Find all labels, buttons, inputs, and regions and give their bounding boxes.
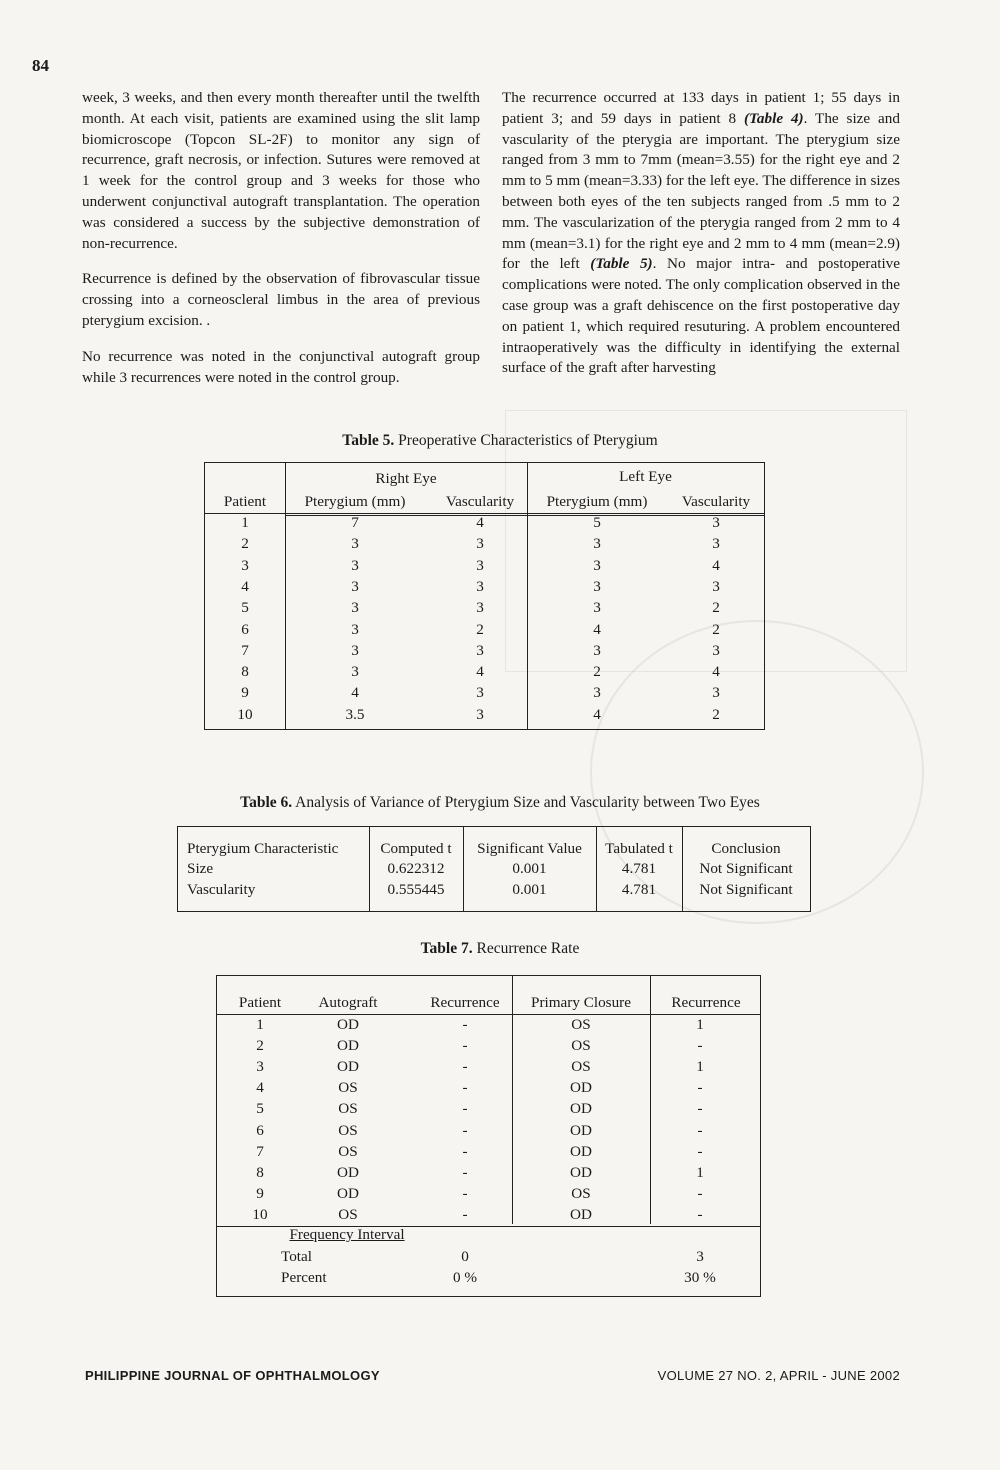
text-run: . No major intra- and postoperative complications were noted. The only complication observed in the case group was a graft dehiscence on the first postoperative day on patient 1, which required resuturing. A problem encountered intraoperatively was the difficulty in identifying the external surface of the graft after harvesting bbox=[502, 255, 900, 377]
table-cell: OD bbox=[337, 1163, 359, 1181]
column-header: Pterygium Characteristic bbox=[187, 840, 339, 857]
column-header: Tabulated t bbox=[605, 840, 673, 857]
table-cell: OS bbox=[571, 1184, 591, 1202]
table-cell: 3 bbox=[351, 663, 359, 681]
table-cell: 3 bbox=[712, 684, 720, 702]
table-cell: - bbox=[462, 1016, 468, 1033]
table-cell: 4 bbox=[256, 1079, 264, 1097]
table-cell: OD bbox=[570, 1100, 592, 1118]
table-cell: OS bbox=[571, 1037, 591, 1055]
table-cell: 1 bbox=[696, 1163, 704, 1181]
summary-label: Percent bbox=[281, 1269, 327, 1286]
table-cell: 4 bbox=[712, 663, 720, 681]
column-header: Significant Value bbox=[477, 840, 582, 857]
table-cell: - bbox=[462, 1037, 468, 1055]
table-cell: 3 bbox=[593, 599, 601, 617]
issue-info: VOLUME 27 NO. 2, APRIL - JUNE 2002 bbox=[657, 1368, 900, 1383]
table-cell: 3.5 bbox=[345, 705, 365, 723]
table-cell: 2 bbox=[241, 535, 249, 553]
table-reference: (Table 4) bbox=[743, 109, 804, 127]
table-cell: 2 bbox=[476, 620, 484, 638]
paragraph bbox=[502, 88, 900, 379]
table7 bbox=[216, 975, 761, 1297]
table-cell: 1 bbox=[696, 1058, 704, 1076]
column-header: Autograft bbox=[318, 994, 378, 1011]
table-cell: 3 bbox=[476, 577, 484, 595]
table-cell: 4 bbox=[593, 705, 601, 723]
table-cell: 3 bbox=[712, 535, 720, 553]
table-cell: - bbox=[697, 1079, 703, 1097]
table-cell: 3 bbox=[351, 641, 359, 659]
table-cell: 3 bbox=[351, 535, 359, 553]
table-cell: 10 bbox=[252, 1205, 268, 1223]
table-cell: 3 bbox=[476, 556, 484, 574]
table-cell: - bbox=[697, 1184, 703, 1202]
table-cell: 3 bbox=[351, 556, 359, 574]
table-cell: 4 bbox=[593, 620, 601, 638]
table7-caption bbox=[0, 940, 1000, 958]
right-column bbox=[502, 88, 900, 379]
table-cell: 2 bbox=[712, 620, 720, 638]
table-cell: 0.001 bbox=[512, 860, 547, 877]
table-cell: 3 bbox=[476, 599, 484, 617]
table-cell: 4 bbox=[351, 684, 359, 702]
table-cell: - bbox=[462, 1142, 468, 1160]
table-cell: 3 bbox=[712, 514, 720, 531]
table-cell: 2 bbox=[593, 663, 601, 681]
table-cell: 3 bbox=[593, 684, 601, 702]
page-number: 84 bbox=[32, 56, 49, 75]
table6-caption bbox=[0, 794, 1000, 812]
table6 bbox=[177, 826, 811, 912]
table-cell: 3 bbox=[351, 620, 359, 638]
table-cell: 4 bbox=[241, 577, 249, 595]
table-cell: - bbox=[697, 1142, 703, 1160]
column-header: Recurrence bbox=[671, 994, 741, 1011]
table-cell: - bbox=[697, 1037, 703, 1055]
paragraph: Recurrence is defined by the observation of fibrovascular tissue crossing into a corneoscleral limbus in the area of previous pterygium excision. . bbox=[82, 270, 480, 329]
table-cell: OD bbox=[570, 1163, 592, 1181]
table-cell: 9 bbox=[241, 684, 249, 702]
table-cell: 4.781 bbox=[621, 881, 657, 898]
table-cell: OD bbox=[337, 1016, 359, 1033]
table-cell: 0.555445 bbox=[387, 881, 445, 898]
table-cell: - bbox=[697, 1100, 703, 1118]
table-cell: 1 bbox=[696, 1016, 704, 1033]
journal-name: PHILIPPINE JOURNAL OF OPHTHALMOLOGY bbox=[85, 1368, 380, 1383]
column-header: Recurrence bbox=[430, 994, 500, 1011]
paragraph: week, 3 weeks, and then every month thereafter until the twelfth month. At each visit, patients are examined using the slit lamp biomicroscope (Topcon SL-2F) to monitor any sign of recurrence, graft necrosis, or infection. Sutures were removed at 1 week for the control group and 3 weeks for those who underwent conjunctival autograft transplantation. The operation was considered a success by the subjective demonstration of non-recurrence. bbox=[82, 89, 480, 252]
table-cell: 7 bbox=[351, 514, 359, 531]
table-cell: - bbox=[697, 1121, 703, 1139]
table-cell: 3 bbox=[476, 684, 484, 702]
summary-value: 30 % bbox=[684, 1269, 716, 1286]
table-cell: 10 bbox=[237, 705, 253, 723]
table-cell: OD bbox=[570, 1079, 592, 1097]
table-cell: 4.781 bbox=[621, 860, 657, 877]
table-cell: OD bbox=[570, 1142, 592, 1160]
table-cell: OD bbox=[337, 1037, 359, 1055]
caption-label: Table 5. bbox=[342, 432, 395, 449]
table-cell: 1 bbox=[241, 514, 249, 531]
table-cell: 9 bbox=[256, 1184, 264, 1202]
table-cell: OS bbox=[338, 1142, 358, 1160]
column-header: Vascularity bbox=[445, 493, 515, 510]
table-cell: 0.001 bbox=[512, 881, 547, 898]
column-header: Conclusion bbox=[711, 840, 781, 857]
table-cell: 3 bbox=[476, 705, 484, 723]
table-cell: OS bbox=[338, 1100, 358, 1118]
column-header: Pterygium (mm) bbox=[304, 493, 406, 510]
summary-value: 0 bbox=[461, 1248, 469, 1265]
header-left-eye: Left Eye bbox=[619, 468, 672, 485]
paragraph: No recurrence was noted in the conjunctival autograft group while 3 recurrences were noted in the control group. bbox=[82, 347, 480, 386]
summary-label: Total bbox=[281, 1248, 312, 1265]
table-cell: - bbox=[462, 1079, 468, 1097]
table5 bbox=[204, 462, 765, 730]
header-right-eye: Right Eye bbox=[375, 470, 437, 487]
table-cell: OS bbox=[338, 1121, 358, 1139]
caption-text: Analysis of Variance of Pterygium Size and Vascularity between Two Eyes bbox=[295, 794, 760, 811]
table-cell: OS bbox=[338, 1079, 358, 1097]
table-cell: - bbox=[462, 1100, 468, 1118]
table-cell: OD bbox=[570, 1121, 592, 1139]
table-cell: OD bbox=[337, 1184, 359, 1202]
table-cell: 1 bbox=[256, 1016, 264, 1033]
table-cell: OS bbox=[571, 1016, 591, 1033]
table-cell: 8 bbox=[241, 663, 249, 681]
table-cell: 2 bbox=[256, 1037, 264, 1055]
caption-label: Table 7. bbox=[420, 940, 473, 957]
table-cell: Size bbox=[187, 860, 214, 877]
table-cell: - bbox=[462, 1121, 468, 1139]
table-cell: 3 bbox=[712, 641, 720, 659]
table-cell: 3 bbox=[476, 641, 484, 659]
table-cell: - bbox=[462, 1058, 468, 1076]
table-cell: 3 bbox=[593, 535, 601, 553]
table-cell: 4 bbox=[712, 556, 720, 574]
column-header: Pterygium (mm) bbox=[546, 493, 648, 510]
table-cell: 3 bbox=[593, 641, 601, 659]
caption-label: Table 6. bbox=[240, 794, 293, 811]
table-cell: 3 bbox=[593, 556, 601, 574]
table-cell: - bbox=[462, 1163, 468, 1181]
table-cell: 3 bbox=[476, 535, 484, 553]
table-cell: OD bbox=[337, 1058, 359, 1076]
table-cell: - bbox=[462, 1205, 468, 1223]
table-cell: OS bbox=[571, 1058, 591, 1076]
table-cell: 3 bbox=[351, 599, 359, 617]
table-cell: Not Significant bbox=[699, 860, 793, 877]
column-header: Patient bbox=[238, 994, 282, 1011]
table-cell: 5 bbox=[241, 599, 249, 617]
table-cell: 8 bbox=[256, 1163, 264, 1181]
column-header: Primary Closure bbox=[531, 994, 631, 1011]
summary-value: 0 % bbox=[452, 1269, 478, 1286]
table-cell: 2 bbox=[712, 599, 720, 617]
left-column bbox=[82, 88, 480, 403]
text-run: . The size and vascularity of the pterygia are important. The pterygium size ranged from 3 mm to 7mm (mean=3.55) for the right eye and 2 mm to 5 mm (mean=3.33) for the left eye. The difference in sizes between both eyes of the ten subjects ranged from .5 mm to 2 mm. The vascularization of the pterygia ranged from 2 mm to 4 mm (mean=3.1) for the right eye and 2 mm to 4 mm (mean=2.9) for the left bbox=[502, 109, 900, 273]
table-cell: 6 bbox=[241, 620, 249, 638]
caption-text: Recurrence Rate bbox=[476, 940, 580, 957]
column-header: Patient bbox=[223, 493, 267, 510]
table-cell: - bbox=[697, 1205, 703, 1223]
table-cell: - bbox=[462, 1184, 468, 1202]
table-cell: Vascularity bbox=[187, 881, 256, 898]
table-cell: 7 bbox=[241, 641, 249, 659]
summary-value: 3 bbox=[696, 1248, 704, 1265]
caption-text: Preoperative Characteristics of Pterygium bbox=[398, 432, 658, 449]
table-cell: 4 bbox=[476, 663, 484, 681]
table-cell: 7 bbox=[256, 1142, 264, 1160]
column-header: Computed t bbox=[380, 840, 452, 857]
table-cell: Not Significant bbox=[699, 881, 793, 898]
table5-caption bbox=[0, 432, 1000, 450]
table-cell: 3 bbox=[351, 577, 359, 595]
table-cell: 2 bbox=[712, 705, 720, 723]
table-cell: 4 bbox=[476, 514, 484, 531]
table-cell: OS bbox=[338, 1205, 358, 1223]
table-cell: 3 bbox=[241, 556, 249, 574]
table-cell: 0.622312 bbox=[387, 860, 445, 877]
table-cell: OD bbox=[570, 1205, 592, 1223]
table-cell: 3 bbox=[593, 577, 601, 595]
table-cell: 3 bbox=[256, 1058, 264, 1076]
table-cell: 5 bbox=[593, 514, 601, 531]
table-cell: 3 bbox=[712, 577, 720, 595]
text-run: The recurrence occurred at 133 days in patient 1; 55 days in patient 3; and 59 days in patient 8 bbox=[502, 89, 900, 127]
table-cell: 5 bbox=[256, 1100, 264, 1118]
frequency-interval-label: Frequency Interval bbox=[289, 1226, 405, 1243]
table-cell: 6 bbox=[256, 1121, 264, 1139]
table-reference: (Table 5) bbox=[590, 255, 653, 273]
column-header: Vascularity bbox=[681, 493, 751, 510]
